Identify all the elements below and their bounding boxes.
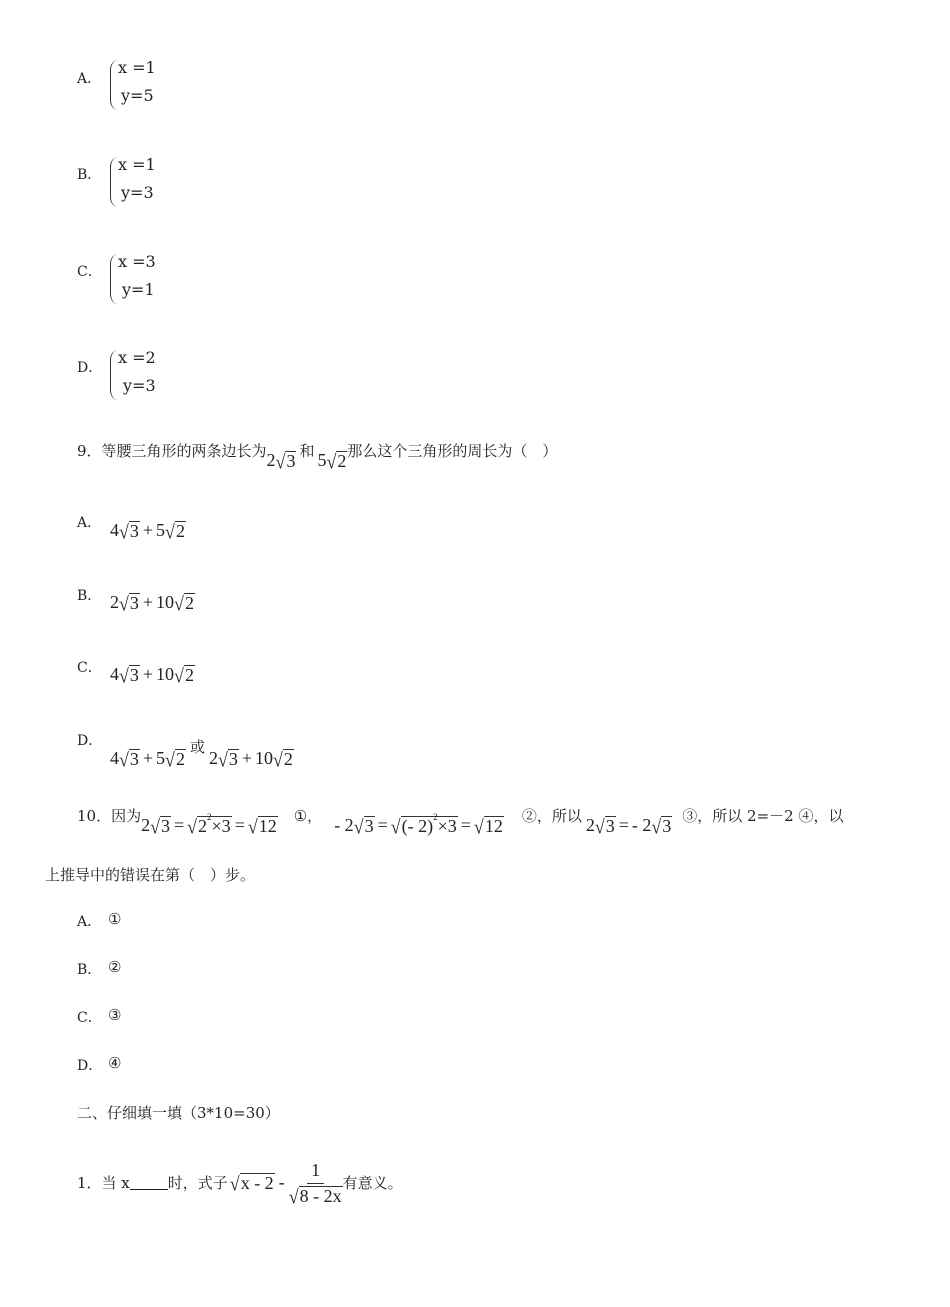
operator: = [377,815,388,835]
radical-icon: √ [594,816,605,838]
operator: = [460,815,471,835]
math-expression [110,592,195,613]
radical-icon: √ [187,816,198,838]
equation-system [110,58,200,114]
operator: + [142,592,154,612]
question-text: 有意义。 [342,1174,403,1193]
operator: + [142,520,154,540]
option-label: A． [77,515,102,531]
math-expression [110,520,186,541]
radicand: 12 [484,816,503,837]
option-text: ③ [108,1006,122,1024]
sqrt [248,816,278,836]
coef: 2 [585,815,595,835]
radical-icon: √ [473,816,484,838]
sqrt [651,816,672,836]
option-label: C． [77,660,102,676]
sqrt [218,749,239,769]
equation-row: y=3 [121,183,154,202]
sqrt [174,665,195,685]
equation-row: y=5 [121,86,154,105]
sqrt [165,521,186,541]
math-expression [110,664,195,685]
math-expression [267,450,297,471]
coef: 5 [156,748,166,768]
radicand: 3 [228,749,238,770]
answer-blank[interactable] [130,1175,168,1190]
coef: 5 [317,450,327,470]
question-text: 10．因为 [77,807,142,825]
radical-icon: √ [150,816,160,838]
sqrt [273,749,294,769]
radicand: 3 [129,665,139,686]
operator: + [142,748,154,768]
radicand: x - 2 [240,1173,274,1193]
radical-icon: √ [119,665,129,687]
operator: - [278,1172,285,1193]
question-text: 1．当 x [77,1174,130,1193]
sqrt [474,816,504,836]
sqrt [119,521,140,541]
equation-system [110,252,200,308]
step-mark: ③，所以 2=－2 ④，以 [682,807,844,825]
option-label: D． [77,1058,103,1074]
operator: + [241,748,252,768]
radicand: 2 [175,749,185,770]
radicand: 3 [160,816,170,837]
operator: = [173,815,185,835]
sqrt [119,593,140,613]
option-label: B． [77,962,102,978]
equation-row: x =3 [118,252,156,271]
brace-icon [110,60,118,110]
equation-row: y=3 [123,376,156,395]
radicand: 3 [662,816,672,837]
radicand [401,812,458,837]
radical-icon: √ [651,816,662,838]
math-expression [317,450,347,471]
base: 2 [198,816,208,837]
math-expression [586,815,672,836]
radical-icon: √ [275,451,286,473]
option-label: C． [77,1010,102,1026]
radical-icon: √ [390,816,401,838]
equation-row: x =2 [118,348,156,367]
radicand: 2 [184,593,194,614]
coef: 2 [110,592,119,612]
coef: 4 [110,520,119,540]
sqrt [150,816,171,836]
fill-question-1 [77,1160,403,1206]
coef: 2 [208,748,218,768]
exponent: 2 [433,812,438,823]
radical-icon: √ [353,816,364,838]
radicand: 3 [286,451,296,472]
question-text: 9．等腰三角形的两条边长为 [77,442,267,460]
section-title: 二、仔细填一填（3*10=30） [77,1104,280,1122]
q9-stem [77,440,557,471]
radical-icon: √ [273,749,283,771]
sqrt [165,749,186,769]
equation-row: x =1 [118,58,156,77]
denominator [289,1184,343,1206]
brace-icon [110,350,118,400]
fraction [289,1160,343,1206]
radical-icon: √ [165,521,175,543]
brace-icon [110,157,118,207]
sqrt [390,812,458,838]
sqrt [119,665,140,685]
radical-icon: √ [174,593,184,615]
option-text: ② [108,958,122,976]
coef: 10 [255,748,273,768]
coef: 4 [110,664,119,684]
radicand [197,812,232,837]
coef: 10 [156,592,175,612]
q10-stem [77,805,843,836]
radical-icon: √ [326,451,337,473]
option-label: D． [77,733,103,749]
sqrt [276,451,297,471]
sqrt [595,816,616,836]
operator: = [618,815,629,835]
math-expression [230,1160,343,1206]
equation-system [110,155,200,211]
option-label: C． [77,264,102,280]
radicand: 2 [283,749,293,770]
option-label: B． [77,588,102,604]
radicand: 2 [175,521,185,542]
sqrt [119,749,140,769]
coef: 2 [266,450,276,470]
rest: ×3 [211,816,231,837]
coef: 5 [156,520,166,540]
option-text: ④ [108,1054,122,1072]
option-text: ① [108,910,122,928]
option-label: A． [77,71,102,87]
brace-icon [110,254,118,304]
sqrt [174,593,195,613]
radicand: 12 [258,816,277,837]
radicand: 8 - 2x [299,1186,342,1206]
radical-icon: √ [119,521,129,543]
sqrt [326,451,347,471]
question-text: 那么这个三角形的周长为（ ） [347,442,558,460]
radicand: 2 [184,665,194,686]
radical-icon: √ [217,749,228,771]
equation-row: y=1 [122,280,155,299]
math-expression [110,736,294,769]
step-mark: ①， [293,807,323,825]
exponent: 2 [207,812,212,823]
option-label: B． [77,167,102,183]
operator: + [142,664,154,684]
radical-icon: √ [247,816,258,838]
radical-icon: √ [288,1185,299,1208]
radical-icon: √ [165,749,175,771]
coef: - 2 [631,815,652,835]
radical-icon: √ [229,1172,240,1195]
radicand: 3 [605,816,615,837]
conj-text: 和 [299,442,315,460]
coef: 4 [110,748,119,768]
radical-icon: √ [119,593,129,615]
equation-system [110,348,200,404]
coef: 10 [156,664,175,684]
question-text: 时，式子 [167,1174,228,1193]
radicand: 3 [364,816,374,837]
sqrt [354,816,375,836]
sqrt [187,812,232,838]
or-text: 或 [189,738,205,756]
math-expression [334,812,504,838]
radicand: 2 [337,451,347,472]
radical-icon: √ [119,749,129,771]
equation-row: x =1 [118,155,156,174]
sqrt [230,1173,275,1193]
coef: 2 [141,815,151,835]
radicand: 3 [129,749,139,770]
radical-icon: √ [174,665,184,687]
option-label: A． [77,914,102,930]
step-mark: ②，所以 [521,807,582,825]
option-label: D． [77,360,103,376]
radicand: 3 [129,521,139,542]
math-expression [141,812,278,838]
operator: = [234,815,245,835]
question-text: 上推导中的错误在第（ ）步。 [45,866,256,884]
rest: ×3 [437,816,457,837]
coef: - 2 [334,815,354,835]
numerator: 1 [307,1160,324,1184]
radicand: 3 [129,593,139,614]
base: (- 2) [401,816,434,837]
